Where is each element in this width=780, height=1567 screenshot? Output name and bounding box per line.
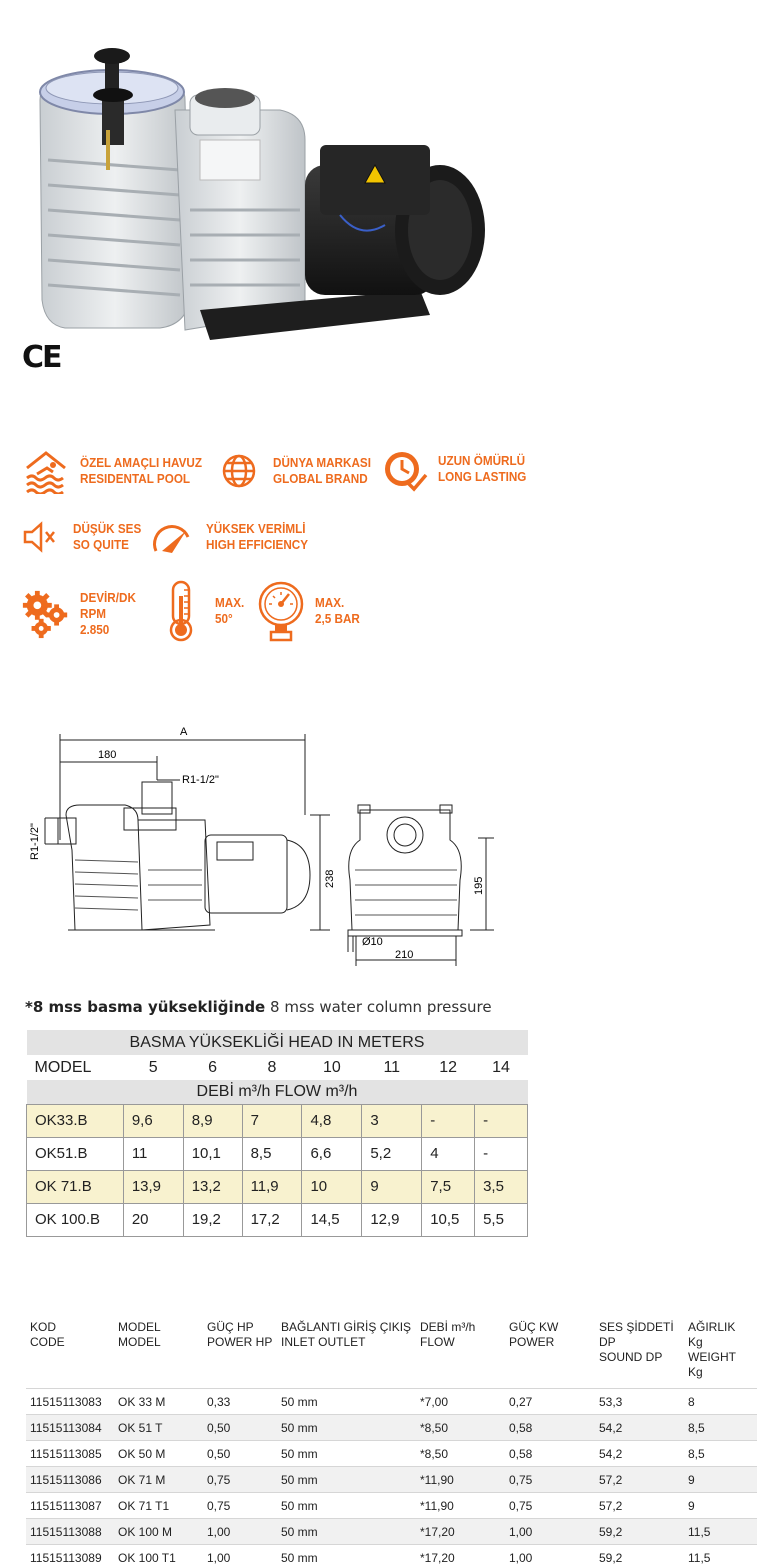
pool-house-icon — [20, 445, 72, 497]
power-kw-cell: 0,58 — [505, 1415, 595, 1441]
flow-cell: 9 — [362, 1170, 422, 1203]
connection-cell: 50 mm — [277, 1545, 416, 1567]
code-cell: 11515113086 — [26, 1467, 114, 1493]
head-value: 10 — [302, 1055, 362, 1080]
flow-cell: 14,5 — [302, 1203, 362, 1236]
col-header-weight — [684, 1316, 757, 1389]
feature-label: UZUN ÖMÜRLÜ — [438, 453, 526, 468]
model-cell: OK 71 M — [114, 1467, 203, 1493]
head-title: BASMA YÜKSEKLİĞİ HEAD IN METERS — [27, 1030, 528, 1055]
code-cell: 11515113088 — [26, 1519, 114, 1545]
power-hp-cell: 0,50 — [203, 1415, 277, 1441]
pump-product-image — [20, 40, 490, 340]
flow-cell: 4,8 — [302, 1104, 362, 1137]
feature-sublabel: RPM — [80, 606, 107, 621]
feature-label: DÜNYA MARKASI — [273, 455, 371, 470]
head-value: 14 — [475, 1055, 528, 1080]
header-tr: AĞIRLIK Kg — [688, 1320, 736, 1349]
header-en: INLET OUTLET — [281, 1335, 366, 1349]
note-bold: *8 mss basma yüksekliğinde — [25, 998, 266, 1016]
flow-cell: 8,5 — [242, 1137, 302, 1170]
col-header-sound — [595, 1316, 684, 1389]
weight-cell: 11,5 — [684, 1545, 757, 1567]
flow-cell: 4 — [422, 1137, 475, 1170]
dim-210-label: 210 — [395, 949, 414, 961]
feature-label: DÜŞÜK SES — [73, 521, 142, 536]
table-row — [27, 1170, 528, 1203]
flow-cell: *8,50 — [416, 1415, 505, 1441]
connection-cell: 50 mm — [277, 1467, 416, 1493]
sound-cell: 53,3 — [595, 1389, 684, 1415]
connection-cell: 50 mm — [277, 1519, 416, 1545]
table-row — [27, 1104, 528, 1137]
flow-cell: *7,00 — [416, 1389, 505, 1415]
head-value: 5 — [123, 1055, 183, 1080]
table-row — [27, 1137, 528, 1170]
flow-cell: 10 — [302, 1170, 362, 1203]
header-en: POWER — [509, 1335, 555, 1349]
clock-check-icon — [378, 443, 430, 495]
header-en: MODEL — [118, 1335, 161, 1349]
weight-cell: 8,5 — [684, 1441, 757, 1467]
speedometer-icon — [146, 511, 198, 563]
header-tr: MODEL — [118, 1320, 161, 1334]
flow-cell: 19,2 — [183, 1203, 242, 1236]
table-row — [26, 1415, 757, 1441]
feature-sublabel: HIGH EFFICIENCY — [206, 537, 309, 552]
feature-long-lasting — [378, 443, 536, 495]
weight-cell: 11,5 — [684, 1519, 757, 1545]
dim-a-label: A — [180, 726, 188, 738]
table-row — [26, 1467, 757, 1493]
pressure-note — [25, 998, 492, 1016]
weight-cell: 9 — [684, 1467, 757, 1493]
dim-195-label: 195 — [473, 876, 485, 895]
flow-cell: 11,9 — [242, 1170, 302, 1203]
header-en: SOUND DP — [599, 1350, 663, 1364]
table-row — [26, 1389, 757, 1415]
sound-cell: 54,2 — [595, 1441, 684, 1467]
performance-table — [26, 1030, 528, 1237]
flow-cell: 12,9 — [362, 1203, 422, 1236]
connection-cell: 50 mm — [277, 1415, 416, 1441]
power-kw-cell: 1,00 — [505, 1545, 595, 1567]
flow-title: DEBİ m³/h FLOW m³/h — [27, 1080, 528, 1104]
model-cell: OK 50 M — [114, 1441, 203, 1467]
flow-cell: *11,90 — [416, 1493, 505, 1519]
header-tr: BAĞLANTI GİRİŞ ÇIKIŞ — [281, 1320, 412, 1334]
flow-cell: 13,2 — [183, 1170, 242, 1203]
flow-cell: 6,6 — [302, 1137, 362, 1170]
power-kw-cell: 0,75 — [505, 1493, 595, 1519]
dim-r-left-label: R1-1/2" — [29, 823, 41, 860]
power-kw-cell: 0,27 — [505, 1389, 595, 1415]
header-en: POWER HP — [207, 1335, 273, 1349]
model-cell: OK33.B — [27, 1104, 124, 1137]
code-cell: 11515113084 — [26, 1415, 114, 1441]
code-cell: 11515113089 — [26, 1545, 114, 1567]
dim-r-top-label: R1-1/2" — [182, 774, 219, 786]
header-tr: DEBİ m³/h — [420, 1320, 476, 1334]
head-value: 6 — [183, 1055, 242, 1080]
table-row — [26, 1493, 757, 1519]
feature-residential-pool — [20, 445, 216, 497]
table-row — [26, 1519, 757, 1545]
flow-cell: *8,50 — [416, 1441, 505, 1467]
flow-cell: - — [422, 1104, 475, 1137]
flow-cell: 9,6 — [123, 1104, 183, 1137]
flow-cell: 5,2 — [362, 1137, 422, 1170]
sound-cell: 57,2 — [595, 1493, 684, 1519]
feature-high-efficiency — [146, 511, 319, 563]
feature-max-pressure — [255, 585, 365, 637]
model-cell: OK 71 T1 — [114, 1493, 203, 1519]
connection-cell: 50 mm — [277, 1389, 416, 1415]
note-rest: 8 mss water column pressure — [270, 998, 492, 1016]
power-hp-cell: 1,00 — [203, 1519, 277, 1545]
header-tr: GÜÇ HP — [207, 1320, 254, 1334]
header-tr: GÜÇ KW — [509, 1320, 559, 1334]
flow-cell: 3 — [362, 1104, 422, 1137]
flow-cell: - — [475, 1104, 528, 1137]
feature-label: ÖZEL AMAÇLI HAVUZ — [80, 455, 202, 470]
model-cell: OK 100.B — [27, 1203, 124, 1236]
power-hp-cell: 0,33 — [203, 1389, 277, 1415]
flow-cell: 8,9 — [183, 1104, 242, 1137]
model-cell: OK 100 T1 — [114, 1545, 203, 1567]
header-en: WEIGHT Kg — [688, 1350, 736, 1379]
power-hp-cell: 0,75 — [203, 1493, 277, 1519]
flow-cell: 17,2 — [242, 1203, 302, 1236]
flow-cell: 7 — [242, 1104, 302, 1137]
dim-180-label: 180 — [98, 749, 117, 761]
col-header-model — [114, 1316, 203, 1389]
power-kw-cell: 1,00 — [505, 1519, 595, 1545]
col-header-code — [26, 1316, 114, 1389]
sound-cell: 57,2 — [595, 1467, 684, 1493]
col-header-connection — [277, 1316, 416, 1389]
globe-icon — [213, 445, 265, 497]
table-row — [27, 1203, 528, 1236]
sound-cell: 59,2 — [595, 1519, 684, 1545]
col-header-power-hp — [203, 1316, 277, 1389]
model-cell: OK 100 M — [114, 1519, 203, 1545]
model-cell: OK 71.B — [27, 1170, 124, 1203]
feature-sublabel: GLOBAL BRAND — [273, 471, 368, 486]
header-tr: KOD — [30, 1320, 57, 1334]
table-row — [26, 1441, 757, 1467]
col-header-flow — [416, 1316, 505, 1389]
feature-value: 2.850 — [80, 622, 110, 637]
dim-d10-label: Ø10 — [362, 936, 383, 948]
weight-cell: 9 — [684, 1493, 757, 1519]
connection-cell: 50 mm — [277, 1493, 416, 1519]
speaker-mute-icon — [13, 511, 65, 563]
head-value: 12 — [422, 1055, 475, 1080]
feature-sublabel: SO QUITE — [73, 537, 129, 552]
feature-global-brand — [213, 445, 382, 497]
feature-so-quite — [13, 511, 149, 563]
flow-cell: *17,20 — [416, 1519, 505, 1545]
model-cell: OK 51 T — [114, 1415, 203, 1441]
power-kw-cell: 0,75 — [505, 1467, 595, 1493]
flow-cell: 7,5 — [422, 1170, 475, 1203]
header-en: CODE — [30, 1335, 65, 1349]
feature-label: MAX. — [315, 595, 345, 610]
flow-cell: 3,5 — [475, 1170, 528, 1203]
feature-label: YÜKSEK VERİMLİ — [206, 521, 306, 536]
header-tr: SES ŞİDDETİ DP — [599, 1320, 674, 1349]
weight-cell: 8 — [684, 1389, 757, 1415]
flow-cell: 5,5 — [475, 1203, 528, 1236]
flow-cell: *17,20 — [416, 1545, 505, 1567]
pressure-gauge-icon — [255, 585, 307, 637]
sound-cell: 54,2 — [595, 1415, 684, 1441]
feature-sublabel: LONG LASTING — [438, 469, 527, 484]
feature-label: MAX. — [215, 595, 245, 610]
ce-mark: CE — [22, 340, 61, 375]
power-hp-cell: 0,50 — [203, 1441, 277, 1467]
gears-icon — [20, 588, 72, 640]
header-en: FLOW — [420, 1335, 455, 1349]
model-cell: OK 33 M — [114, 1389, 203, 1415]
connection-cell: 50 mm — [277, 1441, 416, 1467]
flow-cell: 10,1 — [183, 1137, 242, 1170]
flow-cell: 10,5 — [422, 1203, 475, 1236]
code-cell: 11515113085 — [26, 1441, 114, 1467]
spec-table — [26, 1316, 757, 1567]
model-header: MODEL — [27, 1055, 124, 1080]
thermometer-icon — [155, 585, 207, 637]
flow-cell: - — [475, 1137, 528, 1170]
weight-cell: 8,5 — [684, 1415, 757, 1441]
head-value: 8 — [242, 1055, 302, 1080]
feature-sublabel: RESIDENTAL POOL — [80, 471, 191, 486]
feature-value: 50° — [215, 611, 233, 626]
model-cell: OK51.B — [27, 1137, 124, 1170]
technical-drawing — [20, 720, 500, 970]
flow-cell: 13,9 — [123, 1170, 183, 1203]
flow-cell: *11,90 — [416, 1467, 505, 1493]
flow-cell: 11 — [123, 1137, 183, 1170]
code-cell: 11515113087 — [26, 1493, 114, 1519]
dim-238-label: 238 — [324, 869, 336, 888]
feature-label: DEVİR/DK — [80, 590, 136, 605]
feature-max-temperature — [155, 585, 248, 637]
col-header-power-kw — [505, 1316, 595, 1389]
sound-cell: 59,2 — [595, 1545, 684, 1567]
power-kw-cell: 0,58 — [505, 1441, 595, 1467]
feature-rpm — [20, 588, 142, 640]
head-value: 11 — [362, 1055, 422, 1080]
flow-cell: 20 — [123, 1203, 183, 1236]
feature-value: 2,5 BAR — [315, 611, 360, 626]
power-hp-cell: 0,75 — [203, 1467, 277, 1493]
power-hp-cell: 1,00 — [203, 1545, 277, 1567]
table-row — [26, 1545, 757, 1567]
code-cell: 11515113083 — [26, 1389, 114, 1415]
